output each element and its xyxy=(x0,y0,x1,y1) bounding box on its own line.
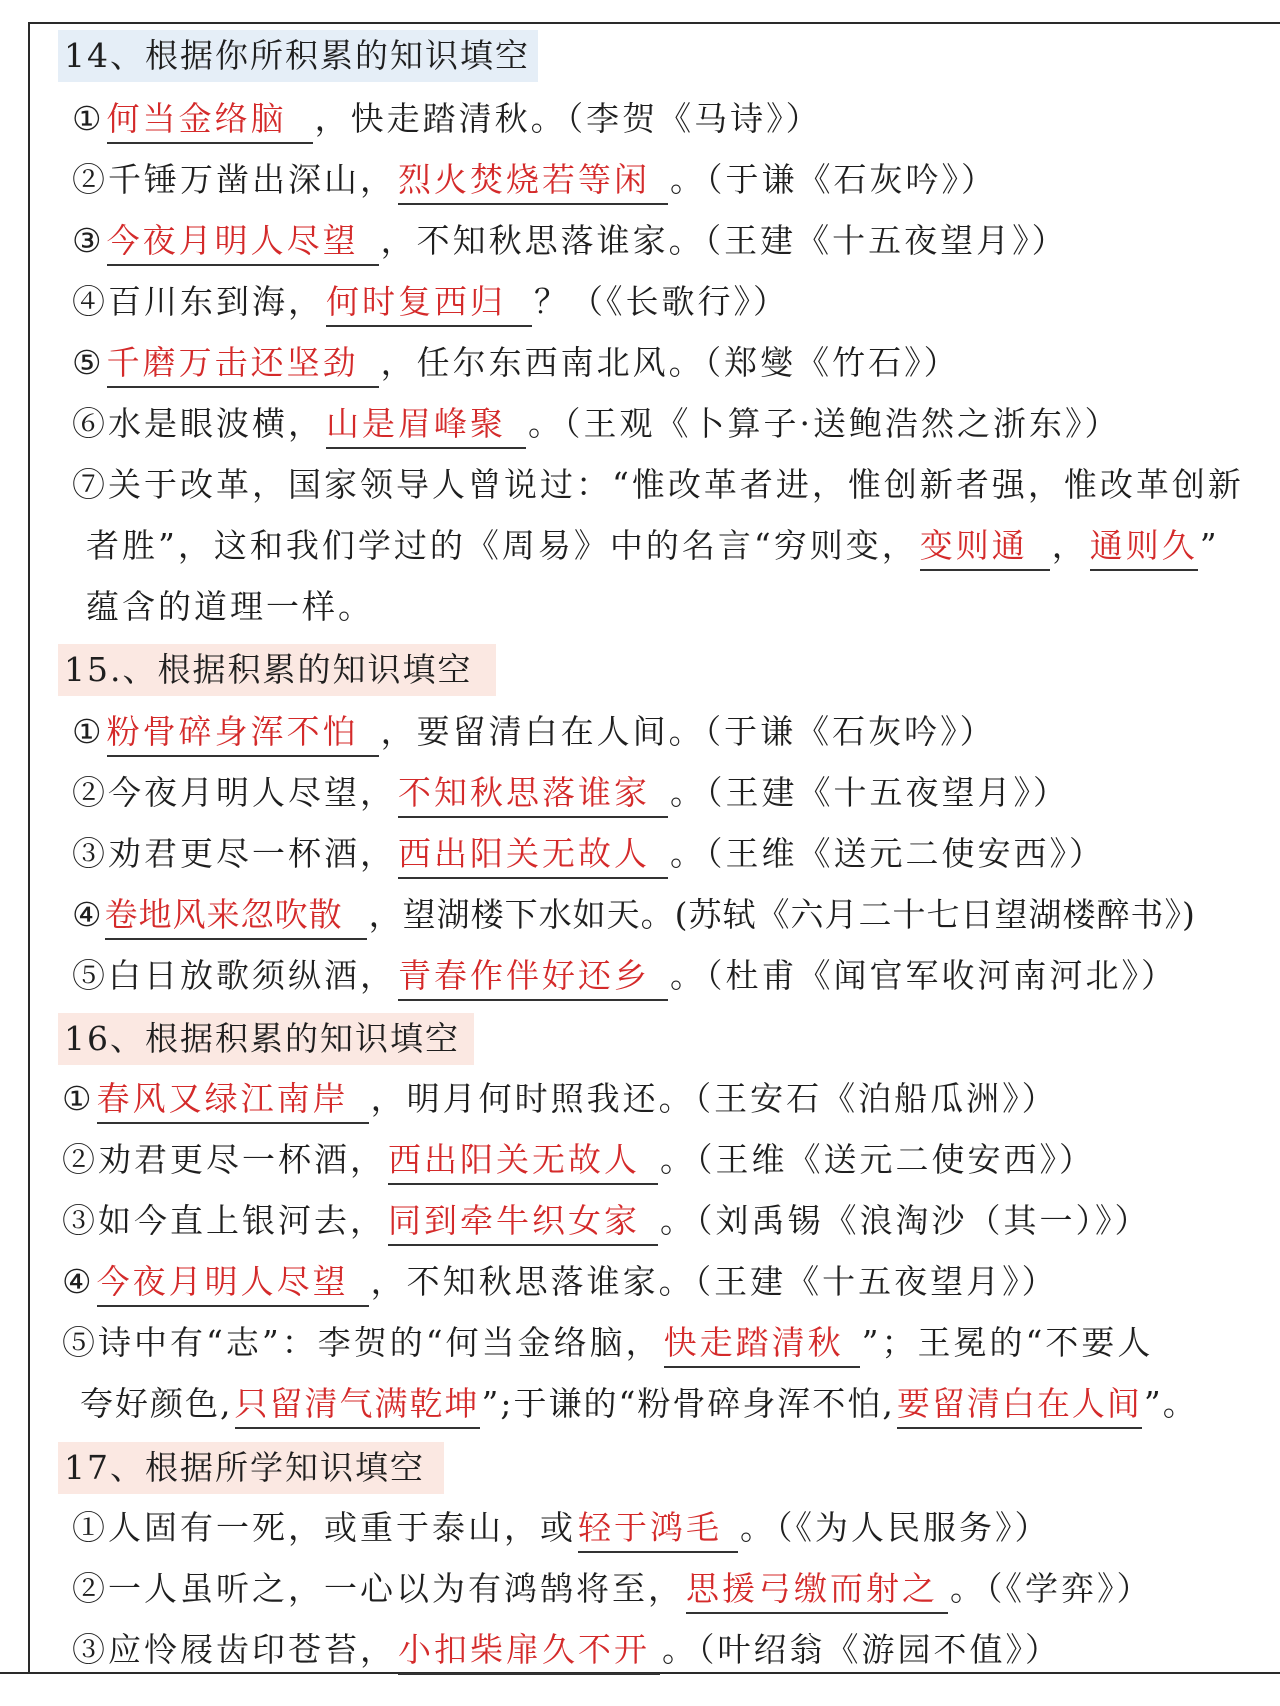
answer-blank: 烈火焚烧若等闲 xyxy=(398,157,668,205)
section-title: 根据积累的知识填空 xyxy=(157,650,473,689)
fill-line: ④百川东到海，何时复西归 ？（《长歌行》） xyxy=(72,271,789,332)
answer-blank: 粉骨碎身浑不怕 xyxy=(107,709,379,757)
fill-line: ②千锤万凿出深山，烈火焚烧若等闲 。（于谦《石灰吟》） xyxy=(72,149,997,210)
fill-line: ⑥水是眼波横，山是眉峰聚 。（王观《卜算子·送鲍浩然之浙东》） xyxy=(72,393,1121,454)
answer-blank: 轻于鸿毛 xyxy=(578,1505,738,1553)
section-header xyxy=(58,1013,474,1065)
answer-blank: 通则久 xyxy=(1090,523,1198,571)
section-number: 15.、 xyxy=(64,650,158,689)
left-border xyxy=(28,22,30,1674)
section-number: 14、 xyxy=(64,36,145,75)
section-title: 根据你所积累的知识填空 xyxy=(145,36,530,75)
text-line: 蕴含的道理一样。 xyxy=(86,587,374,626)
fill-line: ⑤千磨万击还坚劲 ，任尔东西南北风。（郑燮《竹石》） xyxy=(72,332,960,393)
fill-line: ③如今直上银河去，同到牵牛织女家 。（刘禹锡《浪淘沙（其一）》） xyxy=(62,1190,1151,1251)
answer-blank: 卷地风来忽吹散 xyxy=(105,892,367,940)
fill-line: ②今夜月明人尽望，不知秋思落谁家 。（王建《十五夜望月》） xyxy=(72,762,1069,823)
fill-line: ⑤诗中有“志”：李贺的“何当金络脑，快走踏清秋 ”；王冕的“不要人 xyxy=(62,1312,1153,1373)
section-title: 根据所学知识填空 xyxy=(145,1448,425,1487)
fill-line: ②一人虽听之，一心以为有鸿鹄将至，思援弓缴而射之 。（《学弈》） xyxy=(72,1558,1153,1619)
top-border xyxy=(28,22,1280,24)
answer-blank: 今夜月明人尽望 xyxy=(107,218,379,266)
fill-line: ①何当金络脑 ，快走踏清秋。（李贺《马诗》） xyxy=(72,88,822,149)
answer-blank: 思援弓缴而射之 xyxy=(686,1566,948,1614)
fill-line: ⑤白日放歌须纵酒，青春作伴好还乡 。（杜甫《闻官军收河南河北》） xyxy=(72,945,1177,1006)
fill-line: ②劝君更尽一杯酒，西出阳关无故人 。（王维《送元二使安西》） xyxy=(62,1129,1095,1190)
fill-line: ③劝君更尽一杯酒，西出阳关无故人 。（王维《送元二使安西》） xyxy=(72,823,1105,884)
fill-line: ①人固有一死，或重于泰山，或轻于鸿毛 。（《为人民服务》） xyxy=(72,1497,1051,1558)
fill-line: ①粉骨碎身浑不怕 ，要留清白在人间。（于谦《石灰吟》） xyxy=(72,701,996,762)
fill-line: ③应怜屐齿印苍苔，小扣柴扉久不开 。（叶绍翁《游园不值》） xyxy=(72,1619,1061,1680)
answer-blank: 要留清白在人间 xyxy=(897,1381,1142,1429)
fill-line: ③今夜月明人尽望 ，不知秋思落谁家。（王建《十五夜望月》） xyxy=(72,210,1068,271)
answer-blank: 西出阳关无故人 xyxy=(388,1137,658,1185)
answer-blank: 千磨万击还坚劲 xyxy=(107,340,379,388)
answer-blank: 只留清气满乾坤 xyxy=(235,1381,480,1429)
answer-blank: 今夜月明人尽望 xyxy=(97,1259,369,1307)
fill-line: ④今夜月明人尽望 ，不知秋思落谁家。（王建《十五夜望月》） xyxy=(62,1251,1058,1312)
answer-blank: 不知秋思落谁家 xyxy=(398,770,668,818)
answer-blank: 何当金络脑 xyxy=(107,96,313,144)
section-number: 17、 xyxy=(64,1448,145,1487)
section-header xyxy=(58,644,496,696)
section-header xyxy=(58,30,538,82)
section-header xyxy=(58,1442,444,1494)
answer-blank: 何时复西归 xyxy=(326,279,532,327)
fill-line: 者胜”，这和我们学过的《周易》中的名言“穷则变，变则通 ，通则久” xyxy=(86,515,1220,576)
answer-blank: 同到牵牛织女家 xyxy=(388,1198,658,1246)
text-line: ⑦关于改革，国家领导人曾说过：“惟改革者进，惟创新者强，惟改革创新 xyxy=(72,465,1244,504)
answer-blank: 山是眉峰聚 xyxy=(326,401,526,449)
answer-blank: 快走踏清秋 xyxy=(664,1320,860,1368)
section-number: 16、 xyxy=(64,1019,145,1058)
fill-line: ④卷地风来忽吹散 ，望湖楼下水如天。(苏轼《六月二十七日望湖楼醉书》) xyxy=(72,884,1196,945)
answer-blank: 变则通 xyxy=(920,523,1050,571)
section-title: 根据积累的知识填空 xyxy=(145,1019,460,1058)
fill-line: 夸好颜色,只留清气满乾坤”;于谦的“粉骨碎身浑不怕,要留清白在人间”。 xyxy=(80,1373,1198,1434)
answer-blank: 春风又绿江南岸 xyxy=(97,1076,369,1124)
answer-blank: 小扣柴扉久不开 xyxy=(398,1627,660,1675)
fill-line: ①春风又绿江南岸 ，明月何时照我还。（王安石《泊船瓜洲》） xyxy=(62,1068,1058,1129)
answer-blank: 青春作伴好还乡 xyxy=(398,953,668,1001)
answer-blank: 西出阳关无故人 xyxy=(398,831,668,879)
